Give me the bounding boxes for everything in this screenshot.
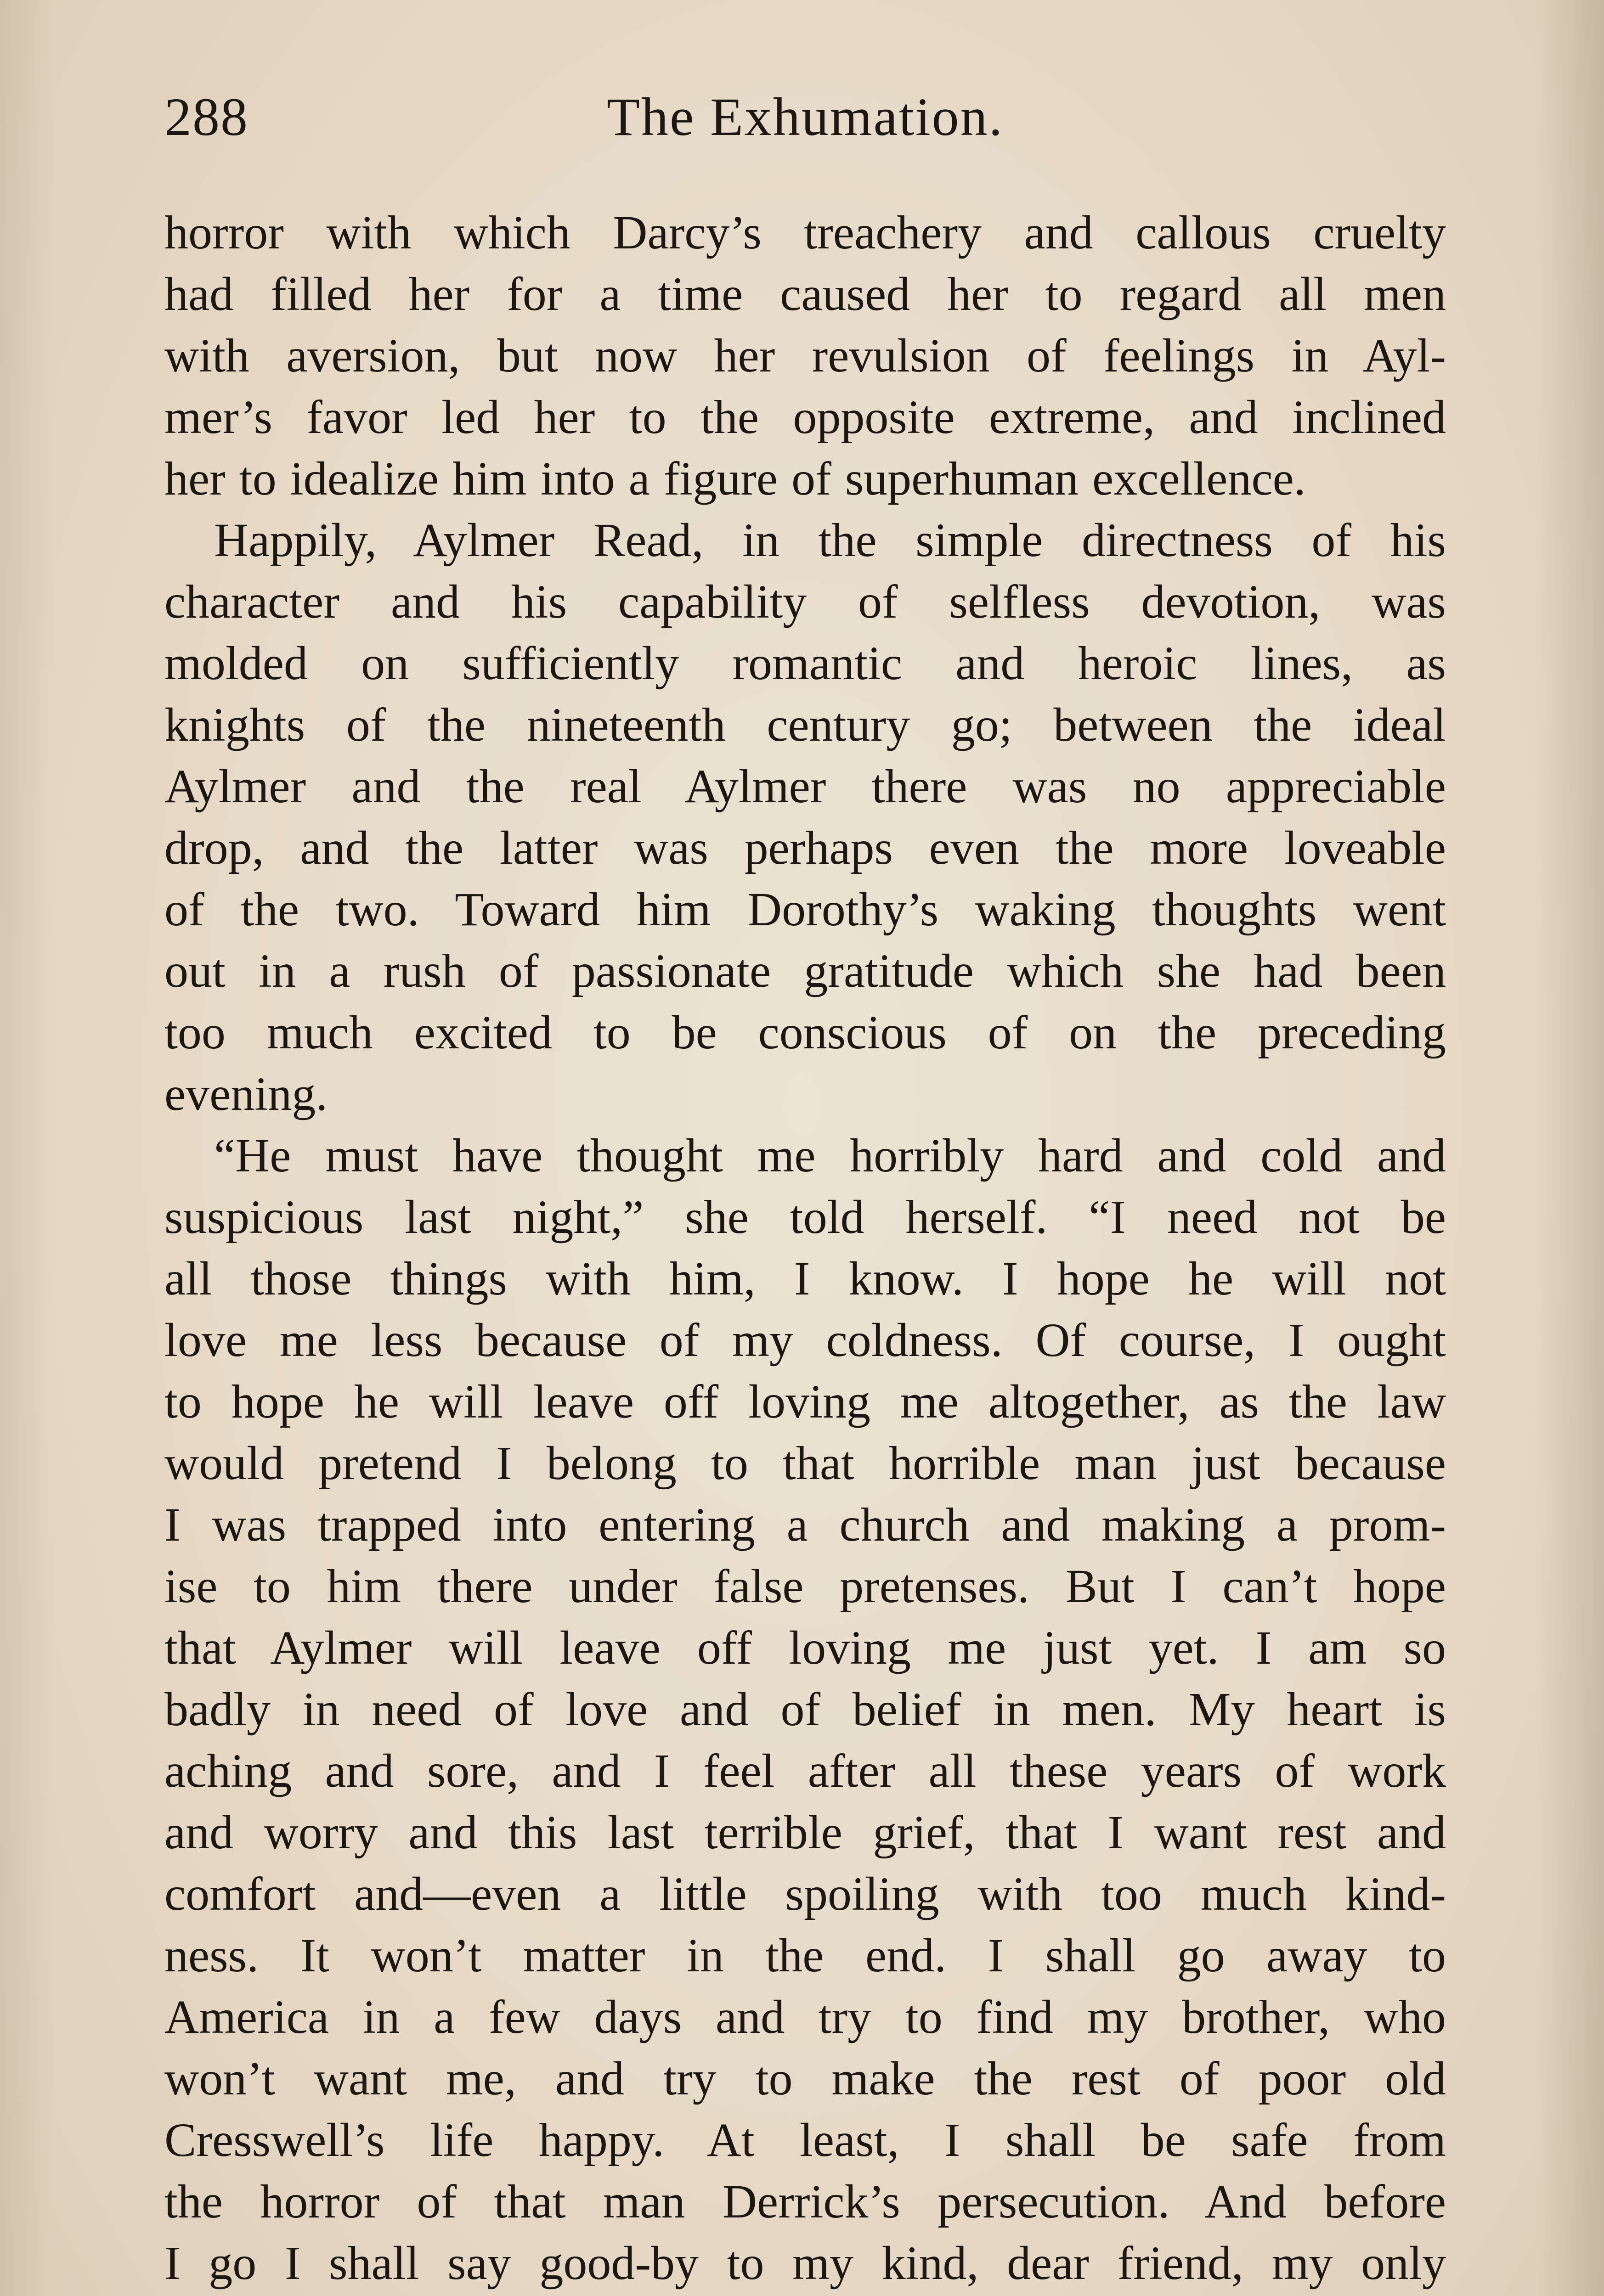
text-line: to hope he will leave off loving me altogether, as the law — [164, 1375, 1446, 1428]
text-line: character and his capability of selfless devotion, was — [164, 575, 1446, 628]
text-line: all those things with him, I know. I hope he will not — [164, 1252, 1446, 1305]
text-line: out in a rush of passionate gratitude which she had been — [164, 945, 1446, 997]
text-line: Aylmer and the real Aylmer there was no appreciable — [164, 760, 1446, 813]
text-line: I was trapped into entering a church and making a prom- — [164, 1498, 1446, 1551]
text-line: her to idealize him into a figure of superhuman excellence. — [164, 452, 1306, 505]
page-number: 288 — [164, 87, 249, 147]
text-line: won’t want me, and try to make the rest of poor old — [164, 2052, 1446, 2105]
text-line: would pretend I belong to that horrible man just because — [164, 1437, 1446, 1490]
text-line: with aversion, but now her revulsion of feelings in Ayl- — [164, 329, 1446, 382]
body-text — [164, 202, 1446, 2296]
text-line: evening. — [164, 1068, 328, 1120]
text-line: America in a few days and try to find my brother, who — [164, 1991, 1446, 2043]
text-line: drop, and the latter was perhaps even the more loveable — [164, 822, 1446, 874]
running-title: The Exhumation. — [606, 87, 1004, 147]
text-line: and worry and this last terrible grief, that I want rest and — [164, 1806, 1446, 1859]
text-line: suspicious last night,” she told herself. “I need not be — [164, 1191, 1446, 1244]
text-line: Cresswell’s life happy. At least, I shall be safe from — [164, 2114, 1446, 2167]
text-line: I go I shall say good-by to my kind, dear friend, my only — [164, 2237, 1446, 2290]
page-shadow-right — [1535, 0, 1604, 2296]
text-line: of the two. Toward him Dorothy’s waking thoughts went — [164, 883, 1446, 936]
text-line: comfort and—even a little spoiling with too much kind- — [164, 1868, 1446, 1920]
text-line: molded on sufficiently romantic and heroic lines, as — [164, 637, 1446, 690]
text-line — [164, 2294, 1446, 2296]
text-line: that Aylmer will leave off loving me just yet. I am so — [164, 1621, 1446, 1674]
page-header — [164, 87, 1446, 147]
text-line: “He must have thought me horribly hard and cold and — [214, 1129, 1446, 1182]
text-line: knights of the nineteenth century go; between the ideal — [164, 698, 1446, 751]
text-line: aching and sore, and I feel after all these years of work — [164, 1745, 1446, 1797]
text-line: had filled her for a time caused her to regard all men — [164, 268, 1446, 321]
text-line: the horror of that man Derrick’s persecution. And before — [164, 2175, 1446, 2228]
text-line: Happily, Aylmer Read, in the simple directness of his — [214, 514, 1446, 567]
text-line: ness. It won’t matter in the end. I shall go away to — [164, 1929, 1446, 1982]
page-shadow-left — [0, 0, 55, 2296]
text-line: ise to him there under false pretenses. But I can’t hope — [164, 1560, 1446, 1613]
text-line: horror with which Darcy’s treachery and callous cruelty — [164, 206, 1446, 259]
text-line: mer’s favor led her to the opposite extreme, and inclined — [164, 391, 1446, 444]
text-line: badly in need of love and of belief in men. My heart is — [164, 1683, 1446, 1736]
text-line: love me less because of my coldness. Of course, I ought — [164, 1314, 1446, 1367]
text-line: too much excited to be conscious of on the preceding — [164, 1006, 1446, 1059]
